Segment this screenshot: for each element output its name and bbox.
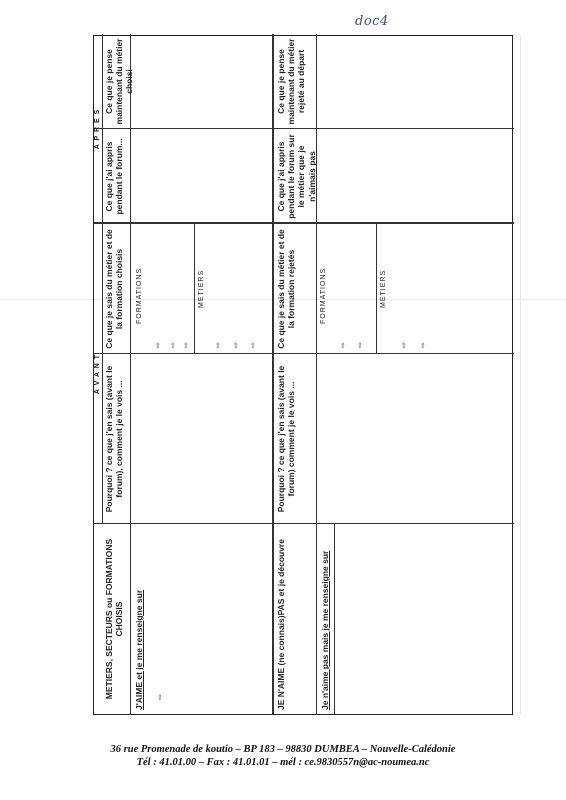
metiers-label: METIERS bbox=[198, 269, 205, 308]
header-pourquoi: Pourquoi ? ce que j'en sais (avant le forum), comment je le vois ... bbox=[104, 365, 125, 513]
arrow-icon: ⇨ bbox=[250, 342, 257, 348]
header-sais-choisis: Ce que je sais du métier et de la formation choisis bbox=[104, 229, 125, 349]
header-pense-rejete: Ce que je pense maintenant du métier rejeté au départ bbox=[276, 38, 307, 125]
apres-label: A P R E S bbox=[94, 108, 101, 150]
lower-pourquoi: Pourquoi ? ce que j'en sais (avant le forum) comment je le vois ... bbox=[276, 365, 297, 513]
row-naime-pas: Je n'aime pas mais je me renseigne sur bbox=[320, 550, 330, 710]
arrow-icon: ⇨ bbox=[157, 694, 164, 700]
doc-annotation: doc4 bbox=[355, 14, 389, 29]
page-edge bbox=[520, 35, 521, 715]
orientation-form bbox=[93, 35, 513, 715]
arrow-icon: ⇨ bbox=[170, 342, 177, 348]
header-appris: Ce que j'ai appris pendant le forum... bbox=[104, 138, 125, 215]
formations-label-lower: FORMATIONS bbox=[320, 267, 327, 324]
header-metiers: METIERS, SECTEURS ou FORMATIONS CHOISIS bbox=[104, 538, 125, 700]
row-jaime: J'AIME et je me renseigne sur bbox=[134, 589, 144, 710]
footer-contact: Tél : 41.01.00 – Fax : 41.01.01 – mél : ce.9830557n@ac-noumea.nc bbox=[136, 757, 430, 768]
formations-label: FORMATIONS bbox=[136, 267, 143, 324]
arrow-icon: ⇨ bbox=[215, 342, 222, 348]
arrow-icon: ⇨ bbox=[401, 342, 408, 348]
arrow-icon: ⇨ bbox=[155, 342, 162, 348]
arrow-icon: ⇨ bbox=[340, 342, 347, 348]
arrow-icon: ⇨ bbox=[420, 342, 427, 348]
header-sais-rejetes: Ce que je sais du métier et de la formation rejetés bbox=[276, 229, 297, 349]
arrow-icon: ⇨ bbox=[357, 342, 364, 348]
arrow-icon: ⇨ bbox=[183, 342, 190, 348]
header-appris-rejete: Ce que j'ai appris pendant le forum sur le métier que je n'aimais pas bbox=[276, 134, 317, 219]
footer-address: 36 rue Promenade de koutio – BP 183 – 98830 DUMBEA – Nouvelle-Calédonie bbox=[110, 744, 456, 755]
row-naime: JE N'AIME (ne connais)PAS et je découvre bbox=[276, 539, 286, 710]
avant-label: A V A N T bbox=[94, 353, 101, 395]
arrow-icon: ⇨ bbox=[233, 342, 240, 348]
header-pense-choisi: Ce que je pense maintenant du métier choisi bbox=[104, 38, 135, 125]
metiers-label-lower: METIERS bbox=[380, 269, 387, 308]
